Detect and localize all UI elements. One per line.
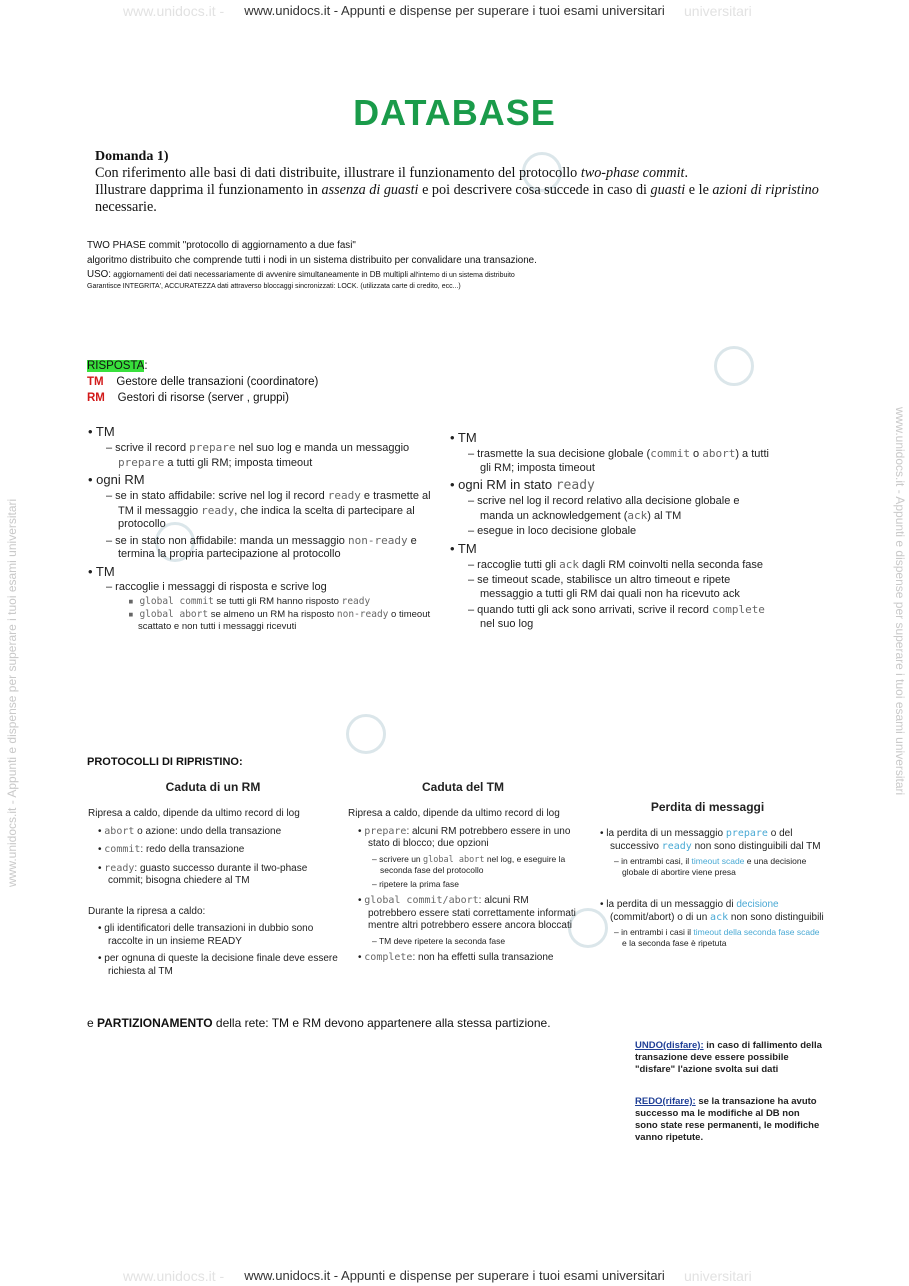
tm-failure-panel bbox=[348, 780, 578, 965]
list-item: • prepare: alcuni RM potrebbero essere in uno stato di blocco; due opzioni bbox=[358, 825, 571, 849]
list-item: – esegue in loco decisione globale bbox=[468, 525, 637, 537]
phase2-column bbox=[450, 428, 770, 633]
list-item: – quando tutti gli ack sono arrivati, scrive il record complete nel suo log bbox=[468, 603, 765, 630]
page-title: DATABASE bbox=[353, 92, 556, 133]
tm-definition: TM Gestore delle transazioni (coordinatore) bbox=[87, 376, 319, 388]
list-item: • complete: non ha effetti sulla transazione bbox=[358, 952, 554, 963]
list-item: • TM bbox=[450, 430, 477, 445]
unidocs-logo-icon bbox=[714, 346, 754, 386]
unidocs-logo-icon bbox=[346, 714, 386, 754]
list-item: ▪ global abort se almeno un RM ha risposto non-ready o timeout scattato e non tutti i messaggi ricevuti bbox=[128, 609, 431, 632]
list-item: • ready: guasto successo durante il two-phase commit; bisogna chiedere al TM bbox=[98, 862, 308, 886]
list-item: • global commit/abort: alcuni RM potrebbero essere stati correttamente informati mentre altri potrebbero essere ancora bloccati bbox=[358, 895, 576, 931]
question-line-2: Illustrare dapprima il funzionamento in assenza di guasti e poi descrivere cosa succede in caso di guasti e le azioni di ripristino necessarie. bbox=[95, 182, 819, 215]
list-item: • ogni RM in stato ready bbox=[450, 477, 595, 493]
list-item: • per ognuna di queste la decisione finale deve essere richiesta al TM bbox=[98, 953, 338, 977]
panel-title: Caduta del TM bbox=[421, 780, 504, 794]
watermark-ghost-top-right: universitari bbox=[684, 3, 752, 19]
panel-intro: Ripresa a caldo, dipende da ultimo record di log bbox=[348, 808, 560, 819]
list-item: • ogni RM bbox=[88, 472, 145, 487]
list-item: – scrive il record prepare nel suo log e manda un messaggio prepare a tutti gli RM; imposta timeout bbox=[106, 441, 410, 469]
list-item: • TM bbox=[88, 563, 115, 579]
watermark-left-side: www.unidocs.it - Appunti e dispense per superare i tuoi esami universitari bbox=[5, 498, 19, 887]
list-item: • gli identificatori delle transazioni in dubbio sono raccolte in un insieme READY bbox=[98, 923, 314, 947]
rm-failure-panel bbox=[88, 780, 338, 978]
watermark-right-side: www.unidocs.it - Appunti e dispense per superare i tuoi esami universitari bbox=[893, 407, 907, 796]
list-item: – se in stato affidabile: scrive nel log il record ready e trasmette al TM il messaggio ready, che indica la scelta di partecipare al protocollo bbox=[106, 489, 431, 530]
undo-note: UNDO(disfare): in caso di fallimento della transazione deve essere possibile "disfare" l'azione svolta sui dati bbox=[635, 1040, 822, 1075]
question-line-1: Con riferimento alle basi di dati distribuite, illustrare il funzionamento del protocollo two-phase commit. bbox=[95, 165, 688, 181]
watermark-ghost-bottom-right: universitari bbox=[684, 1268, 752, 1284]
partition-note: e PARTIZIONAMENTO della rete: TM e RM devono appartenere alla stessa partizione. bbox=[87, 1016, 551, 1030]
list-item: ▪ global commit se tutti gli RM hanno risposto ready bbox=[128, 596, 371, 607]
list-item: – scrivere un global abort nel log, e eseguire la seconda fase del protocollo bbox=[372, 853, 566, 875]
list-item: – trasmette la sua decisione globale (commit o abort) a tutti gli RM; imposta timeout bbox=[468, 447, 769, 474]
note-line-1: TWO PHASE commit "protocollo di aggiornamento a due fasi" bbox=[87, 240, 356, 251]
list-item: – se timeout scade, stabilisce un altro timeout e ripete messaggio a tutti gli RM dai quali non ha ricevuto ack bbox=[468, 574, 740, 600]
list-item: – se in stato non affidabile: manda un messaggio non-ready e termina la propria partecipazione al protocollo bbox=[106, 533, 417, 560]
panel-intro: Ripresa a caldo, dipende da ultimo record di log bbox=[88, 808, 300, 819]
list-item: • TM bbox=[450, 540, 477, 556]
message-loss-panel bbox=[590, 800, 825, 948]
list-item: • la perdita di un messaggio prepare o del successivo ready non sono distinguibili dal TM bbox=[600, 828, 821, 852]
panel-title: Perdita di messaggi bbox=[650, 800, 765, 814]
note-line-3: USO: aggiornamenti dei dati necessariamente di avvenire simultaneamente in DB multipli all'interno di un sistema distribuito bbox=[87, 269, 515, 280]
list-item: • abort o azione: undo della transazione bbox=[98, 825, 282, 837]
list-item: • la perdita di un messaggio di decisione (commit/abort) o di un ack non sono distinguibili bbox=[600, 899, 824, 923]
watermark-ghost-bottom-left: www.unidocs.it - bbox=[123, 1268, 225, 1284]
phase1-column bbox=[88, 422, 433, 634]
list-item: – in entrambi i casi il timeout della seconda fase scade e la seconda fase è ripetuta bbox=[614, 927, 820, 948]
watermark-ghost-top-left: www.unidocs.it - bbox=[123, 3, 225, 19]
list-item: – raccoglie i messaggi di risposta e scrive log bbox=[106, 580, 327, 593]
question-heading: Domanda 1) bbox=[95, 149, 169, 164]
panel-title: Caduta di un RM bbox=[165, 780, 261, 794]
redo-note: REDO(rifare): se la transazione ha avuto successo ma le modifiche al DB non sono state rese permanenti, le modifiche vanno ripetute. bbox=[635, 1096, 820, 1143]
list-item: • TM bbox=[88, 424, 115, 439]
question-block bbox=[95, 148, 835, 216]
list-item: – scrive nel log il record relativo alla decisione globale e manda un acknowledgement (ack) al TM bbox=[468, 495, 740, 522]
note-line-4: Garantisce INTEGRITA', ACCURATEZZA dati attraverso bloccaggi sincronizzati: LOCK. (utilizzata carte di credito, ecc...) bbox=[87, 283, 461, 290]
list-item: • commit: redo della transazione bbox=[98, 844, 245, 855]
rm-definition: RM Gestori di risorse (server , gruppi) bbox=[87, 392, 289, 404]
watermark-bottom: www.unidocs.it - Appunti e dispense per superare i tuoi esami universitari bbox=[244, 1268, 665, 1283]
note-line-2: algoritmo distribuito che comprende tutti i nodi in un sistema distribuito per convalidare una transazione. bbox=[87, 255, 537, 266]
watermark-top: www.unidocs.it - Appunti e dispense per superare i tuoi esami universitari bbox=[244, 3, 665, 18]
panel-intro: Durante la ripresa a caldo: bbox=[88, 905, 206, 917]
recovery-heading: PROTOCOLLI DI RIPRISTINO: bbox=[87, 756, 243, 768]
list-item: – ripetere la prima fase bbox=[372, 878, 459, 889]
risposta-label: RISPOSTA: bbox=[87, 360, 148, 372]
list-item: – TM deve ripetere la seconda fase bbox=[372, 935, 506, 946]
list-item: – raccoglie tutti gli ack dagli RM coinvolti nella seconda fase bbox=[468, 557, 764, 571]
list-item: – in entrambi casi, il timeout scade e una decisione globale di abortire viene presa bbox=[614, 856, 807, 877]
